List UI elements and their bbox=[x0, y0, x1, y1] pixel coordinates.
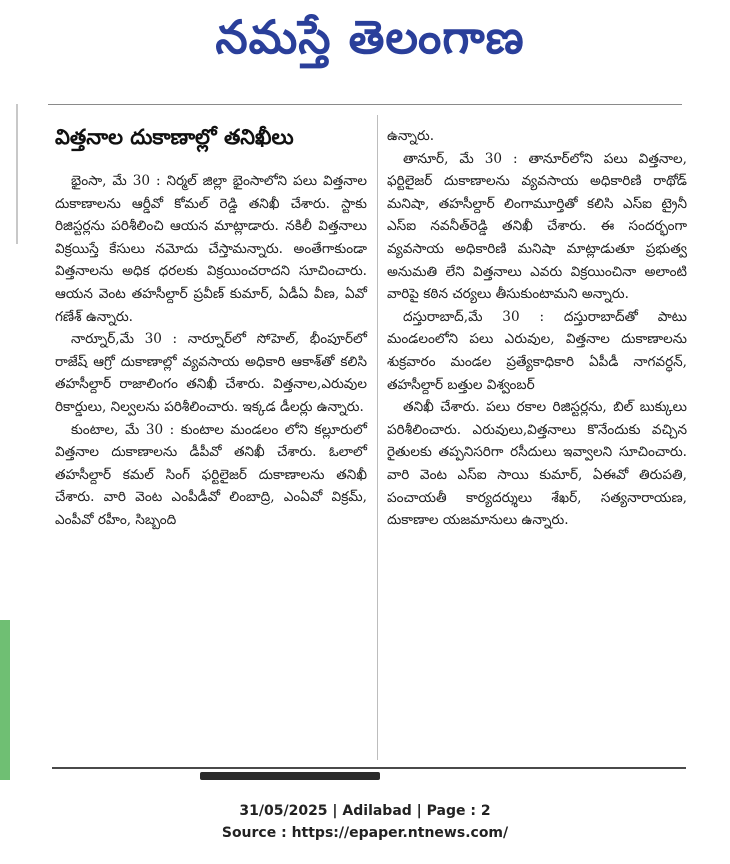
margin-accent-line bbox=[16, 104, 18, 244]
clipping-footer bbox=[0, 800, 730, 844]
source-link[interactable]: Source : https://epaper.ntnews.com/ bbox=[221, 825, 509, 841]
edition-info: 31/05/2025 | Adilabad | Page : 2 bbox=[239, 803, 491, 819]
article-bottom-rule bbox=[52, 767, 686, 769]
paragraph-kuntala: కుంటాల, మే 30 : కుంటాల మండలం లోని కల్లూరులో విత్తనాల దుకాణాలను డీపీవో తనిఖీ చేశారు. ఓలాలో తహసీల్దార్ కమల్ సింగ్ ఫర్టిలైజర్ దుకాణాలను తనిఖీ చేశారు. వారి వెంట ఎంపీడీవో లింబాద్రి, ఎంఏవో విక్రమ్, ఎంపీవో రహీం, సిబ్బంది bbox=[55, 421, 367, 528]
article-right-column bbox=[387, 125, 687, 532]
masthead-divider bbox=[48, 104, 682, 105]
paragraph-narnoor: నార్నూర్,మే 30 : నార్నూర్‌లో సోహెల్, భీంపూర్‌లో రాజేష్ ఆగ్రో దుకాణాల్లో వ్యవసాయ అధికారి ఆకాశ్‌తో కలిసి తహసీల్దార్ రాజాలింగం తనిఖీ చేశారు. విత్తనాల,ఎరువుల రికార్డులు, నిల్వలను పరిశీలించారు. ఇక్కడ డీలర్లు ఉన్నారు. bbox=[55, 331, 367, 415]
paragraph-bhainsa: భైంసా, మే 30 : నిర్మల్ జిల్లా భైంసాలోని పలు విత్తనాల దుకాణాలను ఆర్డీవో కోమల్ రెడ్డి తనిఖీ చేశారు. స్టాకు రిజిస్టర్లను పరిశీలించి ఆయన మాట్లాడారు. నకిలీ విత్తనాలు విక్రయిస్తే కేసులు నమోదు చేస్తామన్నారు. అంతేగాకుండా విత్తనాలను అధిక ధరలకు విక్రయించరాదని సూచించారు. ఆయన వెంట తహసీల్దార్ ప్రవీణ్ కుమార్, ఏడీఏ వీణ, ఏవో గణేశ్ ఉన్నారు. bbox=[55, 173, 367, 325]
cropped-next-headline bbox=[200, 772, 380, 780]
masthead-logo: నమస్తే తెలంగాణ bbox=[215, 10, 525, 64]
adjacent-page-edge bbox=[0, 620, 10, 780]
paragraph-dasturabad-cont: తనిఖీ చేశారు. పలు రకాల రిజిస్టర్లను, బిల్ బుక్కులు పరిశీలించారు. ఎరువులు,విత్తనాలు కొనేందుకు వచ్చిన రైతులకు తప్పనిసరిగా రసీదులు ఇవ్వాలని సూచించారు. వారి వెంట ఎస్ఐ సాయి కుమార్, ఏఈవో తిరుపతి, పంచాయతీ కార్యదర్శులు శేఖర్, సత్యనారాయణ, దుకాణాల యజమానులు ఉన్నారు. bbox=[387, 399, 687, 529]
paragraph-dasturabad: దస్తురాబాద్,మే 30 : దస్తురాబాద్‌తో పాటు మండలంలోని పలు ఎరువుల, విత్తనాల దుకాణాలను శుక్రవారం మండల ప్రత్యేకాధికారి ఏపీడీ నాగవర్ధన్, తహసీల్దార్ బత్తుల విశ్వంబర్ bbox=[387, 308, 687, 393]
column-divider bbox=[377, 115, 378, 760]
article-left-column bbox=[55, 170, 367, 532]
paragraph-tanoor: తానూర్, మే 30 : తానూర్‌లోని పలు విత్తనాల, ఫర్టిలైజర్ దుకాణాలను వ్యవసాయ అధికారిణి రాథోడ్ మనిషా, తహసీల్దార్ లింగామూర్తితో కలిసి ఎస్ఐ ట్రైనీ ఎస్ఐ నవనీత్‌రెడ్డి తనిఖీ చేశారు. ఈ సందర్భంగా వ్యవసాయ అధికారిణి మనిషా మాట్లాడుతూ ప్రభుత్వ అనుమతి లేని విత్తనాలు ఎవరు విక్రయించినా అలాంటి వారిపై కఠిన చర్యలు తీసుకుంటామని అన్నారు. bbox=[387, 150, 687, 303]
paragraph-continuation: ఉన్నారు. bbox=[387, 128, 435, 144]
article-headline: విత్తనాల దుకాణాల్లో తనిఖీలు bbox=[55, 125, 294, 149]
